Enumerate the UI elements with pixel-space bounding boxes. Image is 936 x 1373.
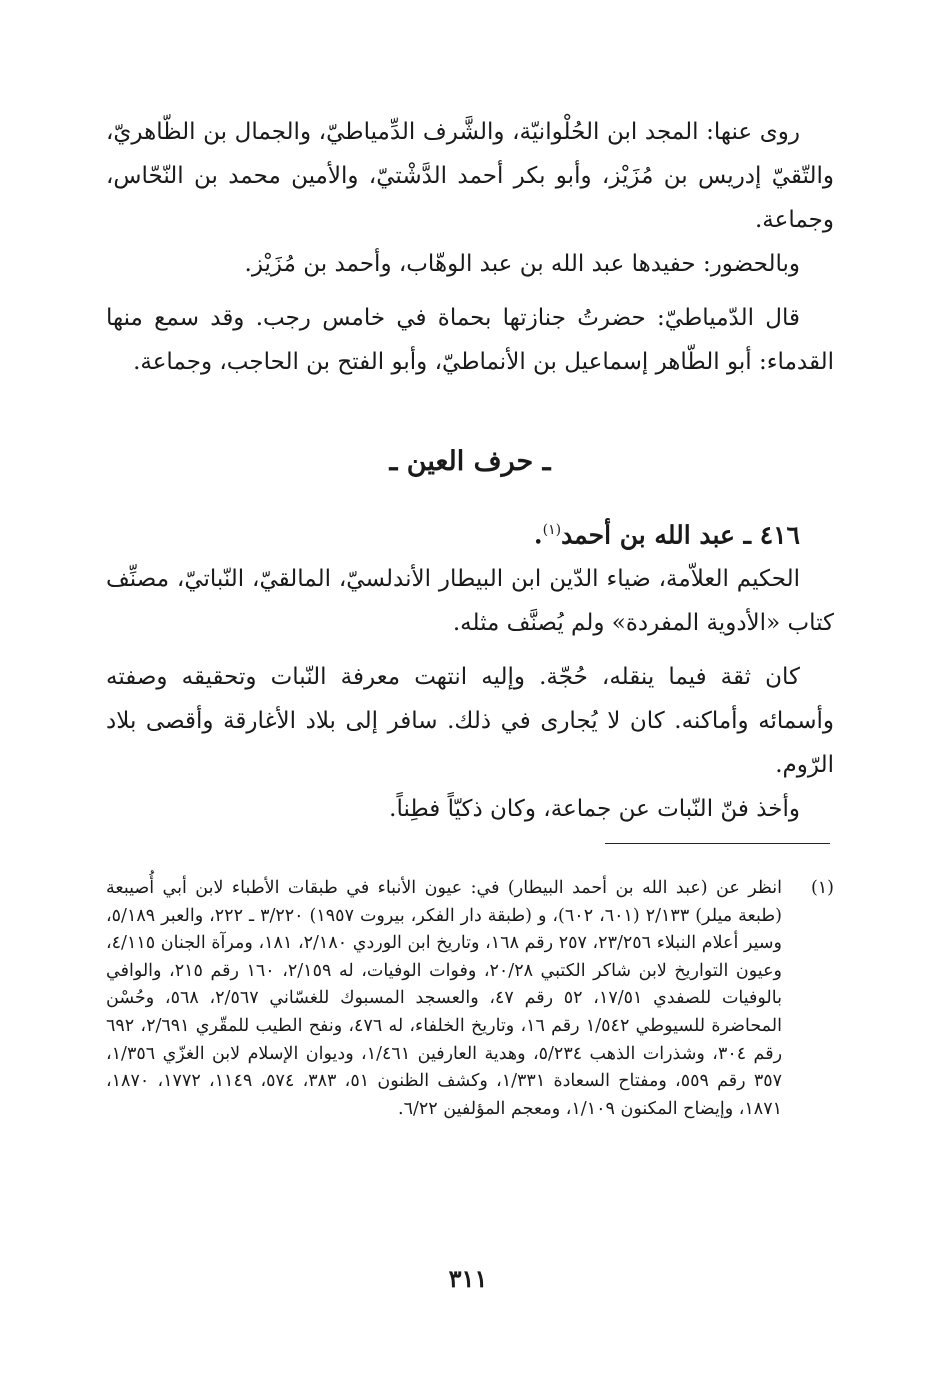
page-number: ٣١١ bbox=[448, 1264, 488, 1293]
entry-title-end: . bbox=[533, 520, 543, 550]
entry-title bbox=[106, 508, 834, 557]
paragraph-attendance: وبالحضور: حفيدها عبد الله بن عبد الوهّاب، وأحمد بن مُزَيْز. bbox=[244, 251, 800, 277]
footnote-separator bbox=[605, 843, 830, 844]
footnote bbox=[106, 875, 834, 1123]
paragraph-funeral: قال الدّمياطيّ: حضرتُ جنازتها بحماة في خامس رجب. وقد سمع منها القدماء: أبو الطّاهر إسماعيل بن الأنماطيّ، وأبو الفتح بن الحاجب، وجماعة. bbox=[106, 305, 834, 375]
footnote-number: (١) bbox=[810, 878, 834, 898]
page-body bbox=[106, 110, 834, 831]
footnote-ref[interactable]: (١) bbox=[542, 522, 562, 538]
paragraph-gap bbox=[106, 286, 834, 296]
footnote-text: انظر عن (عبد الله بن أحمد البيطار) في: عيون الأنباء في طبقات الأطباء لابن أبي أُصيبعة (طبعة ميلر) ٢/١٣٣ (٦٠١، ٦٠٢)، و (طبقة دار الفكر، بيروت ١٩٥٧) ٣/٢٢٠ ـ ٢٢٢، والعبر ٥/١٨٩، وسير أعلام النبلاء ٢٣/٢٥٦، ٢٥٧ رقم ١٦٨، وتاريخ ابن الوردي ٢/١٨٠، ١٨١، ومرآة الجنان ٤/١١٥، وعيون التواريخ لابن شاكر الكتبي ٢٠/٢٨، وفوات الوفيات، له ٢/١٥٩، ١٦٠ رقم ٢١٥، والوافي بالوفيات للصفدي ١٧/٥١، ٥٢ رقم ٤٧، والعسجد المسبوك للغسّاني ٢/٥٦٧، ٥٦٨، وحُسْن المحاضرة للسيوطي ١/٥٤٢ رقم ١٦، وتاريخ الخلفاء، له ٤٧٦، ونفح الطيب للمقّري ٢/٦٩١، ٦٩٢ رقم ٣٠٤، وشذرات الذهب ٥/٢٣٤، وهدية العارفين ١/٤٦١، وديوان الإسلام لابن الغزّي ١/٣٥٦، ٣٥٧ رقم ٥٥٩، ومفتاح السعادة ١/٣٣١، وكشف الظنون ٥١، ٣٨٣، ٥٧٤، ١١٤٩، ١٧٧٢، ١٨٧٠، ١٨٧١، وإيضاح المكنون ١/١٠٩، ومعجم المؤلفين ٦/٢٢. bbox=[106, 878, 783, 1119]
paragraph-narrators: روى عنها: المجد ابن الحُلْوانيّة، والشَّرف الدِّمياطيّ، والجمال بن الظّاهريّ، والتّقيّ إدريس بن مُزَيْز، وأبو بكر أحمد الدَّشْتيّ، والأمين محمد بن النّحّاس، وجماعة. bbox=[106, 119, 834, 233]
entry-title-text: ٤١٦ ـ عبد الله بن أحمد bbox=[561, 520, 800, 550]
paragraph-gap bbox=[106, 645, 834, 655]
paragraph-reliability: كان ثقة فيما ينقله، حُجّة. وإليه انتهت معرفة النّبات وتحقيقه وصفته وأسمائه وأماكنه. كان لا يُجارى في ذلك. سافر إلى بلاد الأغارقة وأقصى بلاد الرّوم. bbox=[106, 664, 834, 779]
paragraph-botany: وأخذ فنّ النّبات عن جماعة، وكان ذكيّاً فطِناً. bbox=[389, 796, 800, 823]
paragraph-description: الحكيم العلاّمة، ضياء الدّين ابن البيطار الأندلسيّ، المالقيّ، النّباتيّ، مصنِّف كتاب «الأدوية المفردة» ولم يُصنَّف مثله. bbox=[106, 566, 834, 637]
chapter-heading: ـ حرف العين ـ bbox=[389, 446, 551, 477]
